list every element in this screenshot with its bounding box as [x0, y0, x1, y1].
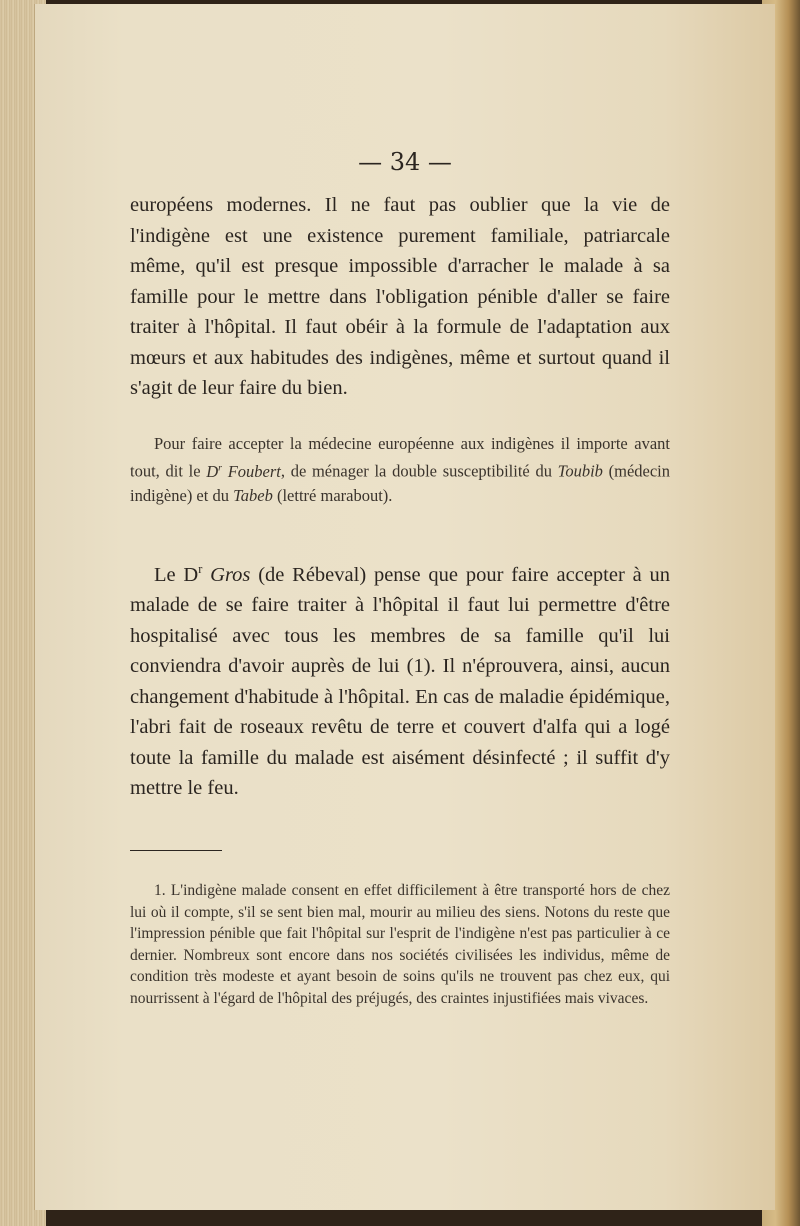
quote-term-tabeb: Tabeb — [233, 485, 273, 505]
paragraph-2-name: Gros — [210, 563, 251, 586]
quote-term-toubib: Toubib — [557, 461, 603, 481]
quoted-paragraph — [130, 432, 670, 508]
footnote — [130, 880, 670, 1010]
paragraph-2-text — [130, 554, 670, 804]
footnote-separator — [130, 850, 222, 851]
paragraph-2-rest: (de Rébeval) pense que pour faire accepter à un malade de se faire traiter à l'hôpital il faut lui permettre d'être hospitalisé avec tous les membres de sa famille qu'il lui conviendra d'avoir auprès de lui (1). Il n'éprouvera, ainsi, aucun changement d'habitude à l'hôpital. En cas de maladie épidémique, l'abri fait de roseaux revêtu de terre et couvert d'alfa qui a logé toute la famille du malade est aisément désinfecté ; il suffit d'y mettre le feu. — [130, 563, 670, 800]
quote-part-3: (médecin indigène) et du — [130, 461, 671, 505]
quote-part-4: (lettré marabout). — [272, 485, 393, 505]
paragraph-1-text: européens modernes. Il ne faut pas oublier que la vie de l'indigène est une existence purement familiale, patriarcale même, qu'il est presque impossible d'arracher le malade à sa famille pour le mettre dans l'obligation pénible d'aller se faire traiter à l'hôpital. Il faut obéir à la formule de l'adaptation aux mœurs et aux habitudes des indigènes, même et surtout quand il s'agit de leur faire du bien. — [130, 194, 670, 399]
paragraph-2 — [130, 554, 670, 804]
quote-doctor-prefix: D — [206, 461, 219, 481]
page-number: — 34 — — [358, 148, 452, 176]
paragraph-2-sup: r — [198, 562, 203, 576]
footnote-text: 1. L'indigène malade consent en effet difficilement à être transporté hors de chez lui où il compte, s'il se sent bien mal, mourir au milieu des siens. Notons du reste que l'impression pénible que fait l'hôpital sur l'esprit de l'indigène n'est pas particulier à ce dernier. Nombreux sont encore dans nos sociétés civilisées les individus, même de condition très modeste et ayant besoin de soins qu'ils ne trouvent pas chez eux, qui nourrissent à l'égard de l'hôpital des préjugés, des craintes injustifiées mais vivaces. — [130, 882, 670, 1007]
quoted-paragraph-text — [130, 432, 670, 508]
quote-doctor-sup: r — [218, 462, 222, 473]
quote-part-2: , de ménager la double susceptibilité du — [280, 461, 558, 481]
quote-part-1: Pour faire accepter la médecine européenne aux indigènes il importe avant tout, dit le — [130, 434, 670, 481]
paragraph-1 — [130, 190, 670, 404]
quote-doctor-name: Foubert — [227, 461, 281, 481]
paragraph-2-intro: Le D — [154, 563, 199, 586]
